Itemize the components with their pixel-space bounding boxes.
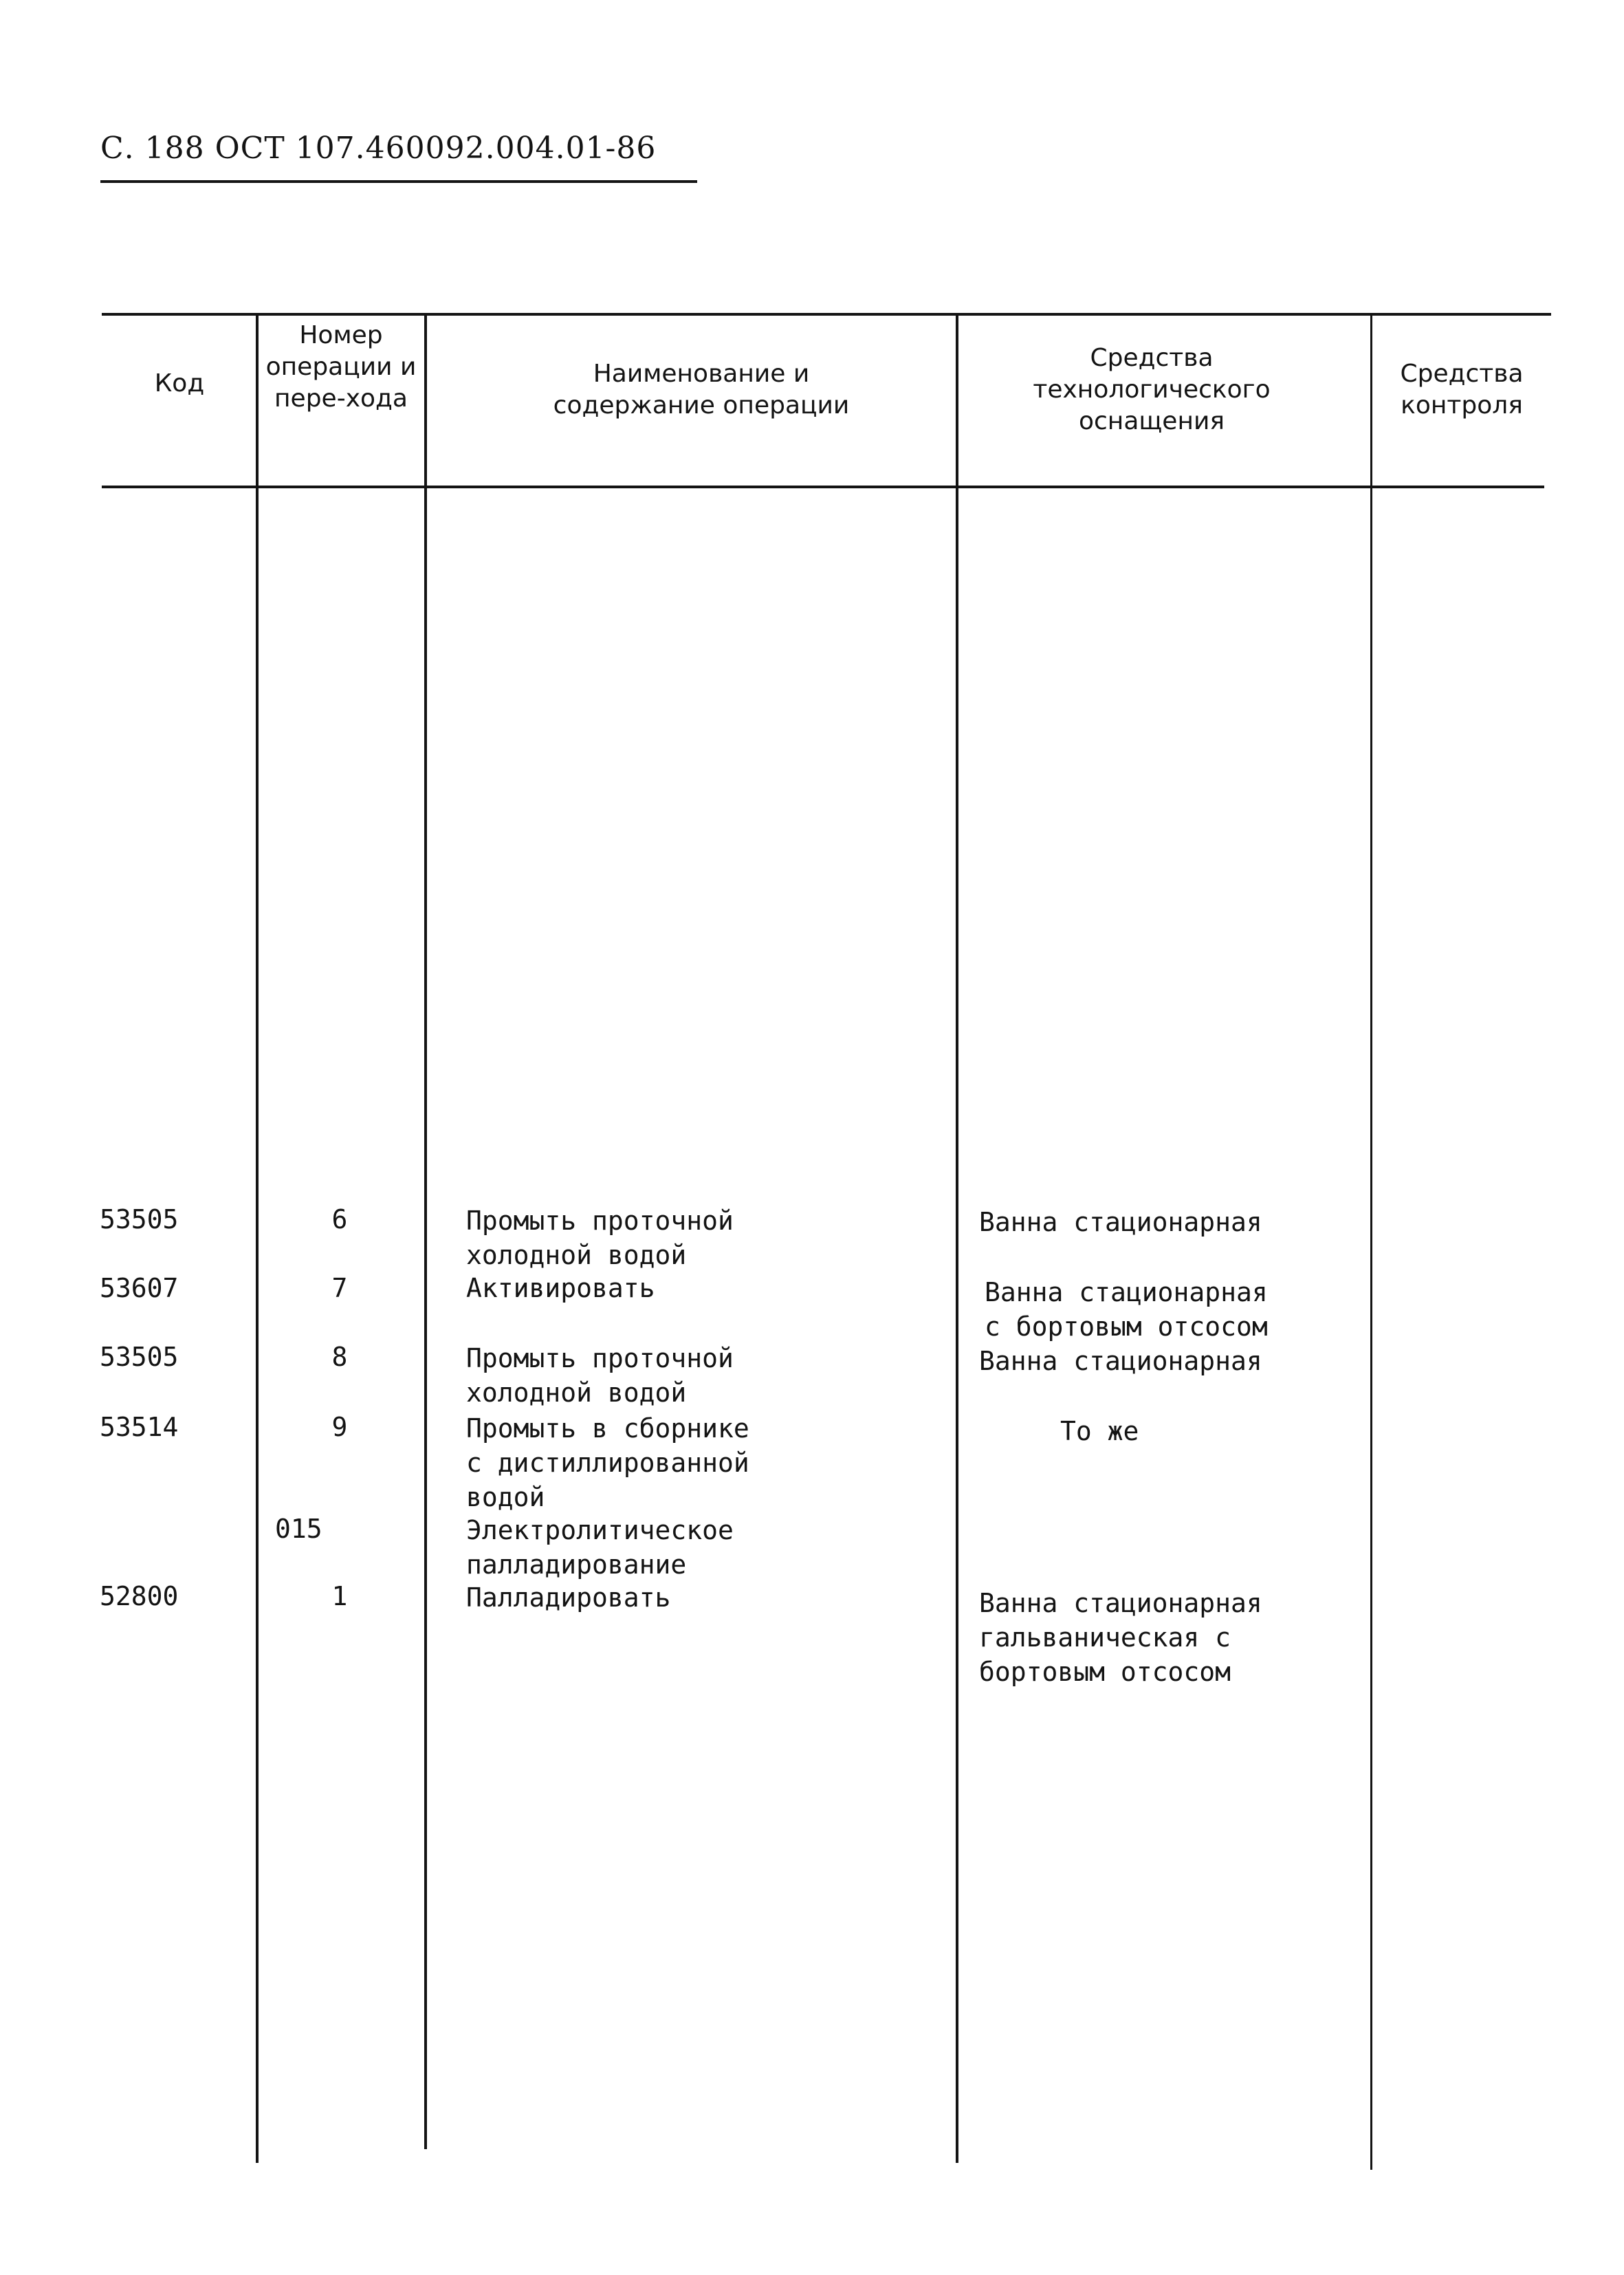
row-3-code: 53514 xyxy=(100,1412,179,1442)
row-5-code: 52800 xyxy=(100,1581,179,1611)
column-header-operation: Наименование и содержание операции xyxy=(553,360,850,420)
row-5-equipment: Ванна стационарная гальваническая с бортовым отсосом xyxy=(979,1588,1262,1687)
column-divider-3 xyxy=(956,313,958,2163)
table-header-bottom-rule xyxy=(102,486,1544,488)
row-0-operation: Промыть проточной холодной водой xyxy=(466,1206,734,1270)
row-4-number: 015 xyxy=(275,1514,322,1544)
page-header-rule xyxy=(100,180,697,183)
row-1-equipment: Ванна стационарная с бортовым отсосом xyxy=(985,1277,1268,1342)
column-header-code: Код xyxy=(154,369,205,398)
row-5-number: 1 xyxy=(331,1581,348,1611)
row-3-equipment: То же xyxy=(1060,1416,1139,1446)
row-1-code: 53607 xyxy=(100,1273,179,1303)
row-1-operation: Активировать xyxy=(466,1273,655,1303)
column-divider-2 xyxy=(424,313,427,2149)
column-header-number: Номер операции и пере-хода xyxy=(265,321,417,413)
row-5-operation: Палладировать xyxy=(466,1582,671,1613)
row-0-number: 6 xyxy=(331,1204,348,1234)
row-4-operation: Электролитическое палладирование xyxy=(466,1515,734,1580)
row-3-operation: Промыть в сборнике с дистиллированной водой xyxy=(466,1413,749,1512)
row-2-equipment: Ванна стационарная xyxy=(979,1346,1262,1376)
table-top-rule xyxy=(102,313,1551,316)
column-header-control: Средства контроля xyxy=(1400,360,1524,420)
page-header: С. 188 ОСТ 107.460092.004.01-86 xyxy=(100,131,657,166)
row-0-code: 53505 xyxy=(100,1204,179,1234)
row-2-code: 53505 xyxy=(100,1342,179,1372)
row-2-number: 8 xyxy=(331,1342,348,1372)
column-header-equipment: Средства технологического оснащения xyxy=(1033,344,1271,435)
row-1-number: 7 xyxy=(331,1273,348,1303)
column-divider-1 xyxy=(256,313,259,2163)
row-3-number: 9 xyxy=(331,1412,348,1442)
row-0-equipment: Ванна стационарная xyxy=(979,1207,1262,1237)
row-2-operation: Промыть проточной холодной водой xyxy=(466,1343,734,1408)
column-divider-4 xyxy=(1370,313,1372,2170)
